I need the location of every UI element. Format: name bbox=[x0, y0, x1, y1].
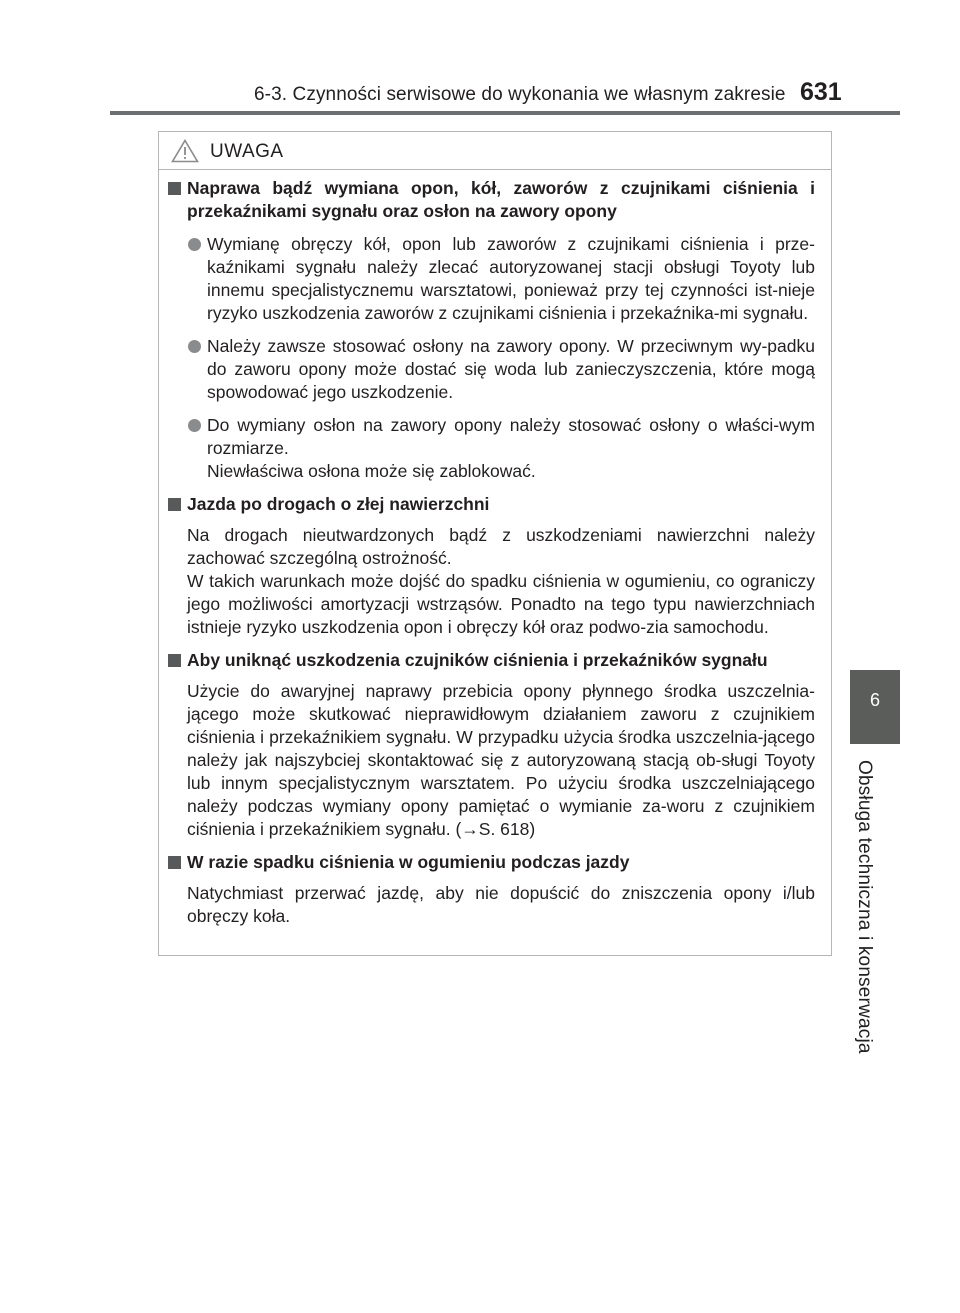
list-item bbox=[187, 414, 815, 483]
paragraph: Użycie do awaryjnej naprawy przebicia opony płynnego środka uszczelnia-jącego może skutkować nieprawidłowym działaniem zaworu z czujnikiem ciśnienia i przekaźnikiem sygnału. W przypadku użycia środka uszczelnia-jącego należy jak najszybciej skontaktować się z autoryzowaną stacją ob-sługi Toyoty lub innym specjalistycznym warsztatem. Po użyciu środka uszczelniającego należy podczas wymiany opony pamiętać o wymianie za-woru z czujnikiem ciśnienia i przekaźnikiem sygnału. (→S. 618) bbox=[187, 681, 815, 839]
warning-section bbox=[159, 493, 831, 639]
section-marker bbox=[168, 856, 181, 869]
section-heading: Jazda po drogach o złej nawierzchni bbox=[187, 494, 490, 514]
warning-section bbox=[159, 177, 831, 483]
header-divider bbox=[110, 111, 900, 115]
bullet-dot bbox=[188, 340, 201, 353]
list-item-text: Niewłaściwa osłona może się zablokować. bbox=[207, 461, 536, 481]
chapter-label: Obsługa techniczna i konserwacja bbox=[854, 760, 875, 1054]
warning-box bbox=[158, 131, 832, 956]
section-marker bbox=[168, 654, 181, 667]
warning-section bbox=[159, 649, 831, 841]
warning-section bbox=[159, 851, 831, 928]
list-item-text: Wymianę obręczy kół, opon lub zaworów z czujnikami ciśnienia i prze-kaźnikami sygnału należy zlecać autoryzowanej stacji obsługi Toyoty lub innemu specjalistycznemu warsztatowi, ponieważ przy tej czynności ist-nieje ryzyko uszkodzenia zaworów z czujnikami ciśnienia i przekaźnika-mi sygnału. bbox=[207, 234, 815, 323]
list-item-body bbox=[207, 414, 815, 483]
warning-header bbox=[159, 132, 831, 170]
section-marker bbox=[168, 498, 181, 511]
paragraph: Natychmiast przerwać jazdę, aby nie dopuścić do zniszczenia opony i/lub obręczy koła. bbox=[187, 883, 815, 926]
page-number: 631 bbox=[800, 78, 842, 106]
section-marker bbox=[168, 182, 181, 195]
list-item bbox=[187, 233, 815, 325]
section-title: 6-3. Czynności serwisowe do wykonania we własnym zakresie bbox=[254, 84, 786, 105]
list-item-text: Do wymiany osłon na zawory opony należy stosować osłony o właści-wym rozmiarze. bbox=[207, 415, 815, 458]
section-body bbox=[187, 524, 815, 639]
warning-content bbox=[159, 177, 831, 928]
chapter-tab bbox=[850, 670, 900, 744]
warning-title: UWAGA bbox=[210, 141, 284, 162]
bullet-dot bbox=[188, 238, 201, 251]
chapter-number: 6 bbox=[869, 690, 880, 710]
section-heading: Aby uniknąć uszkodzenia czujników ciśnienia i przekaźników sygnału bbox=[187, 650, 768, 670]
list-item bbox=[187, 335, 815, 404]
section-heading: W razie spadku ciśnienia w ogumieniu podczas jazdy bbox=[187, 852, 630, 872]
bullet-dot bbox=[188, 419, 201, 432]
list-item-text: Należy zawsze stosować osłony na zawory opony. W przeciwnym wy-padku do zaworu opony może dostać się woda lub zanieczyszczenia, które mogą spowodować jego uszkodzenie. bbox=[207, 336, 815, 402]
section-heading: Naprawa bądź wymiana opon, kół, zaworów z czujnikami ciśnienia i przekaźnikami sygnału oraz osłon na zawory opony bbox=[187, 178, 815, 221]
paragraph: W takich warunkach może dojść do spadku ciśnienia w ogumieniu, co ograniczy jego możliwości amortyzacji wstrząsów. Ponadto na tego typu nawierzchniach istnieje ryzyko uszkodzenia opon i obręczy kół oraz podwo-zia samochodu. bbox=[187, 571, 815, 637]
warning-triangle-icon bbox=[171, 139, 199, 163]
paragraph: Na drogach nieutwardzonych bądź z uszkodzeniami nawierzchni należy zachować szczególną ostrożność. bbox=[187, 525, 815, 568]
